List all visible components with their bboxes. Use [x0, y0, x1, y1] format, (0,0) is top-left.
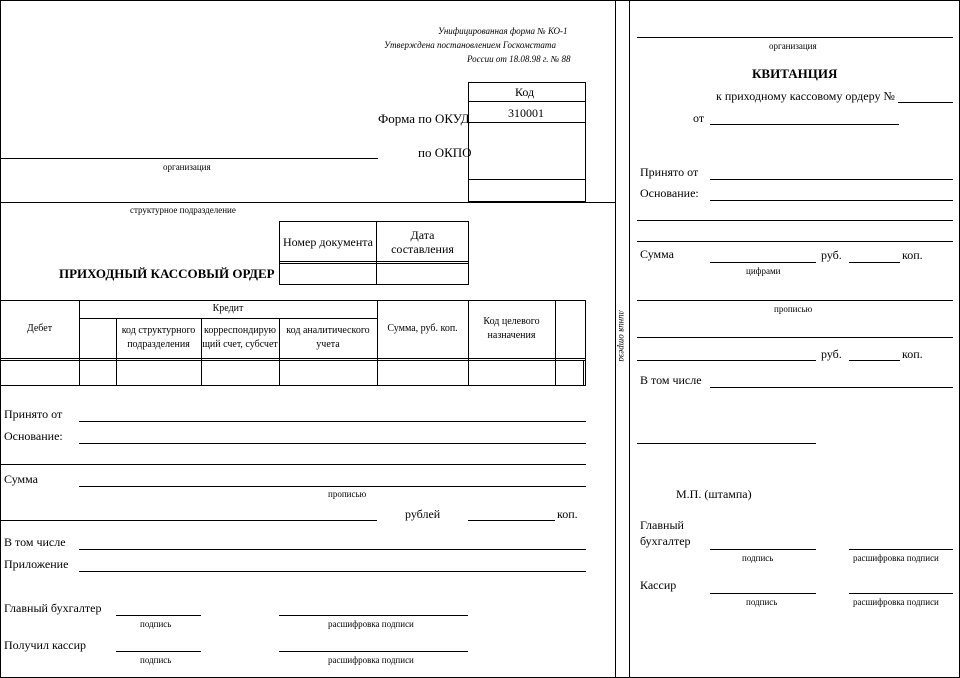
date-header: Дата составления: [391, 227, 454, 256]
including-label: В том числе: [4, 535, 66, 549]
col-corr-account: корреспондирую щий счет, субсчет: [202, 325, 278, 350]
receipt-kop2-field[interactable]: [849, 360, 900, 361]
receipt-sum-words-field[interactable]: [637, 300, 953, 301]
cut-line-left: [615, 0, 616, 678]
sum-in-words-caption: прописью: [328, 489, 367, 499]
receipt-including-field[interactable]: [710, 387, 953, 388]
receipt-organization-caption: организация: [769, 41, 817, 51]
okud-value: 310001: [508, 106, 544, 120]
chief-signature-field[interactable]: [116, 615, 201, 616]
attachment-field[interactable]: [79, 571, 586, 572]
receipt-chief-label-2: бухгалтер: [640, 534, 691, 548]
sum-label: Сумма: [4, 472, 38, 486]
including-field[interactable]: [79, 549, 586, 550]
form-header-line2: Утверждена постановлением Госкомстата: [384, 40, 556, 50]
receipt-cashier-signature-field[interactable]: [710, 593, 816, 594]
doc-number-field[interactable]: [281, 264, 375, 284]
form-header-line3: России от 18.08.98 г. № 88: [467, 54, 571, 64]
date-field[interactable]: [378, 264, 468, 284]
receipt-order-number-field[interactable]: [898, 102, 953, 103]
receipt-sum-digits-field[interactable]: [710, 262, 816, 263]
debit-header: Дебет: [26, 323, 53, 334]
order-title: ПРИХОДНЫЙ КАССОВЫЙ ОРДЕР: [59, 266, 275, 281]
organization-caption: организация: [163, 162, 211, 172]
chief-accountant-label: Главный бухгалтер: [4, 601, 102, 615]
received-from-field[interactable]: [79, 421, 586, 422]
chief-signature-caption: подпись: [140, 619, 172, 629]
structural-unit-caption: структурное подразделение: [130, 205, 236, 215]
receipt-cashier-decoding-field[interactable]: [849, 593, 953, 594]
receipt-sum-words-field-3[interactable]: [637, 360, 816, 361]
cut-line-right: [629, 0, 630, 678]
receipt-stamp-label: М.П. (штампа): [676, 487, 752, 501]
attachment-label: Приложение: [4, 557, 69, 571]
receipt-sum-words-field-2[interactable]: [637, 337, 953, 338]
cut-line-label: линия отреза: [617, 310, 627, 362]
receipt-words-caption: прописью: [774, 304, 813, 314]
receipt-chief-decoding-caption: расшифровка подписи: [853, 553, 939, 563]
col-purpose-code: Код целевого назначения: [483, 316, 540, 341]
receipt-kop-label: коп.: [902, 248, 923, 262]
receipt-cashier-signature-caption: подпись: [746, 597, 778, 607]
receipt-from-label: от: [693, 111, 705, 125]
col-analytic-code: код аналитического учета: [286, 325, 370, 350]
receipt-received-from-label: Принято от: [640, 165, 699, 179]
receipt-rub2-label: руб.: [821, 347, 842, 361]
chief-decoding-field[interactable]: [279, 615, 468, 616]
receipt-kop2-label: коп.: [902, 347, 923, 361]
receipt-title: КВИТАНЦИЯ: [752, 66, 838, 81]
sum-words-field-2[interactable]: [0, 520, 377, 521]
receipt-including-label: В том числе: [640, 373, 702, 387]
receipt-digits-caption: цифрами: [746, 266, 781, 276]
cashier-signature-field[interactable]: [116, 651, 201, 652]
receipt-chief-decoding-field[interactable]: [849, 549, 953, 550]
received-from-label: Принято от: [4, 407, 63, 421]
receipt-rub-label: руб.: [821, 248, 842, 262]
cashier-decoding-caption: расшифровка подписи: [328, 655, 414, 665]
basis-field[interactable]: [79, 443, 586, 444]
okpo-label: по ОКПО: [418, 145, 472, 160]
receipt-received-from-field[interactable]: [710, 179, 953, 180]
sum-words-field[interactable]: [79, 486, 586, 487]
code-header: Код: [515, 85, 535, 99]
kop-field[interactable]: [468, 520, 555, 521]
col-sum: Сумма, руб. коп.: [387, 323, 458, 334]
table-row-entry[interactable]: [1, 361, 583, 385]
receipt-chief-signature-caption: подпись: [742, 553, 774, 563]
okud-label: Форма по ОКУД: [378, 111, 470, 126]
receipt-date-field[interactable]: [710, 124, 899, 125]
receipt-cashier-label: Кассир: [640, 578, 677, 592]
chief-decoding-caption: расшифровка подписи: [328, 619, 414, 629]
form-header-line1: Унифицированная форма № КО-1: [438, 26, 568, 36]
receipt-sum-label: Сумма: [640, 247, 674, 261]
receipt-organization-field[interactable]: [637, 37, 953, 38]
receipt-basis-field-3[interactable]: [637, 241, 953, 242]
organization-field[interactable]: [0, 158, 378, 159]
receipt-chief-label-1: Главный: [640, 518, 684, 532]
basis-label: Основание:: [4, 429, 63, 443]
okpo-field[interactable]: [469, 123, 585, 179]
receipt-cashier-decoding-caption: расшифровка подписи: [853, 597, 939, 607]
col-unit-code: код структурного подразделения: [121, 325, 196, 350]
cashier-signature-caption: подпись: [140, 655, 172, 665]
receipt-to-order-label: к приходному кассовому ордеру №: [716, 89, 895, 103]
receipt-basis-field[interactable]: [710, 200, 953, 201]
rubles-label: рублей: [405, 507, 441, 521]
receipt-basis-label: Основание:: [640, 186, 699, 200]
credit-header: Кредит: [212, 303, 244, 314]
receipt-chief-signature-field[interactable]: [710, 549, 816, 550]
receipt-kop-field[interactable]: [849, 262, 900, 263]
kop-label: коп.: [557, 507, 578, 521]
basis-field-2[interactable]: [0, 464, 586, 465]
receipt-including-field-2[interactable]: [637, 443, 816, 444]
structural-unit-field[interactable]: [0, 202, 615, 203]
receipt-basis-field-2[interactable]: [637, 220, 953, 221]
doc-number-header: Номер документа: [282, 234, 374, 249]
cashier-decoding-field[interactable]: [279, 651, 468, 652]
cashier-received-label: Получил кассир: [4, 638, 86, 652]
